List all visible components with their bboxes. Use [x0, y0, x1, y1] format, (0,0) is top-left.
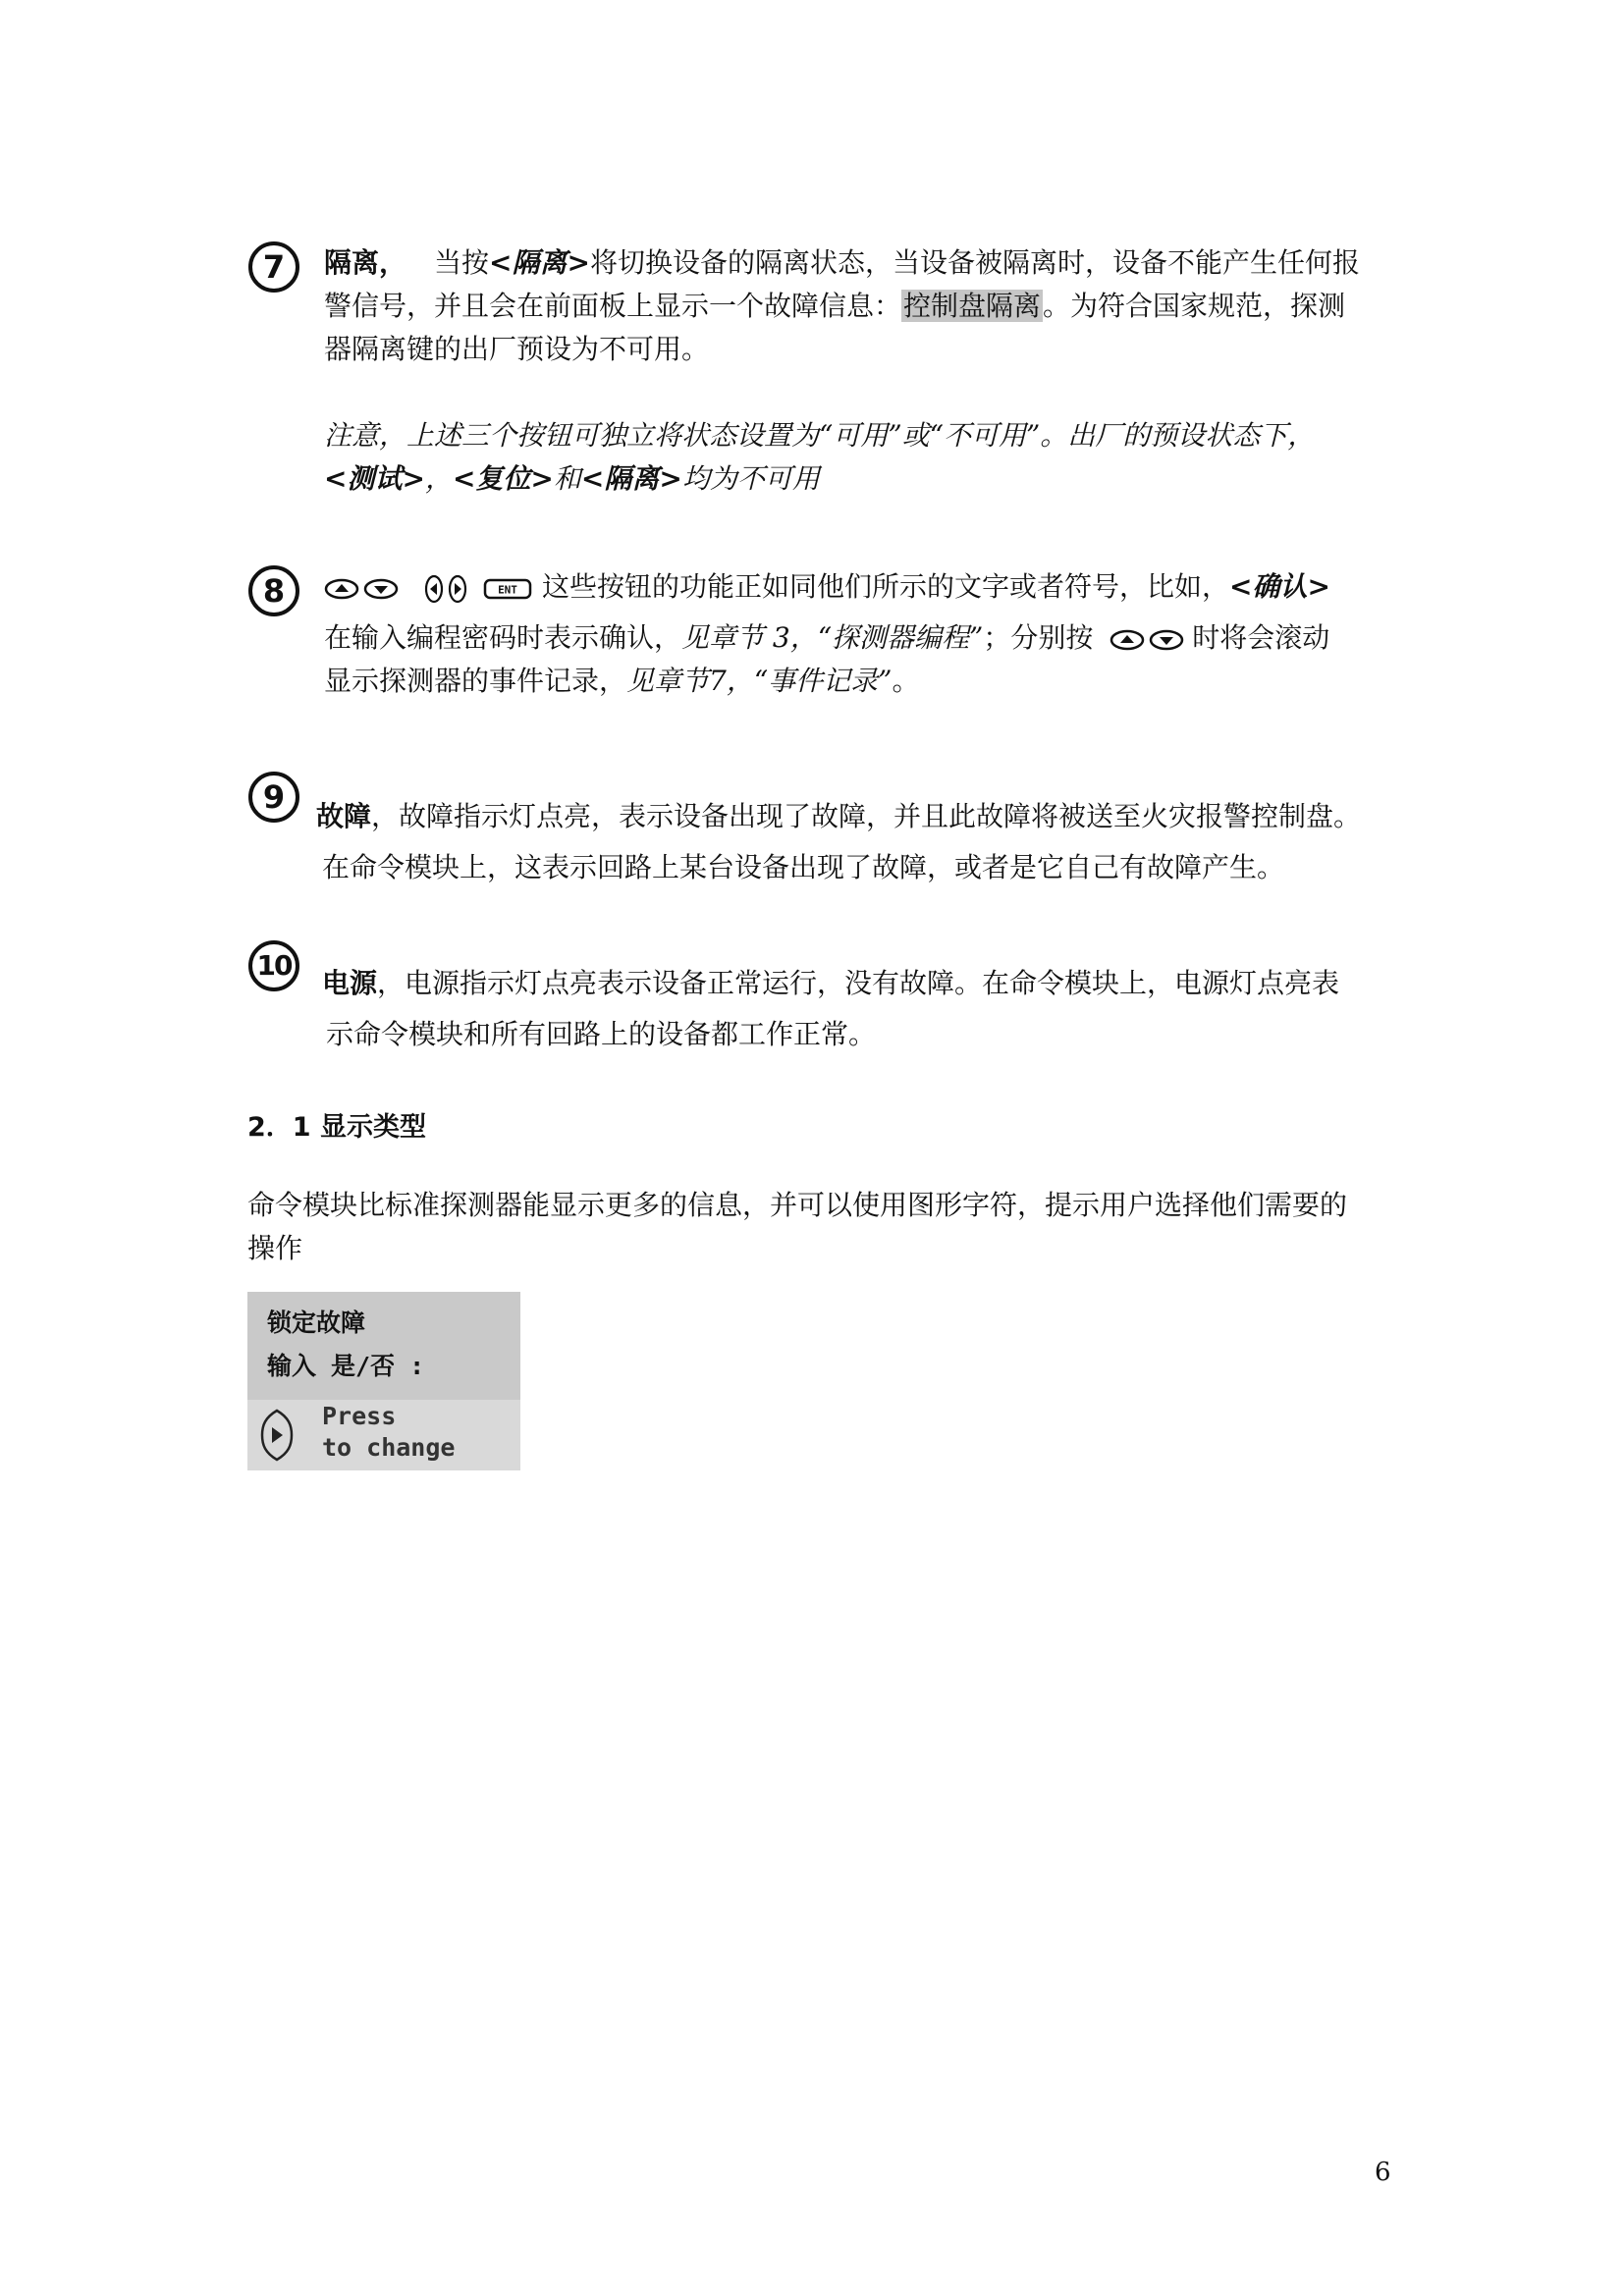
down-arrow-key-icon	[1149, 629, 1184, 651]
scroll-button-icons	[1110, 629, 1184, 651]
panel-isolated-message: 控制盘隔离	[903, 290, 1042, 322]
left-arrow-key-icon	[424, 574, 444, 604]
note-paragraph: 注意，上述三个按钮可独立将状态设置为“可用”或“不可用”。出厂的预设状态下， <测试>，<复位>和<隔离>均为不可用	[324, 419, 1316, 495]
item-10-number-badge: 10	[248, 940, 299, 991]
isolate-key-ref: <隔离>	[580, 462, 682, 495]
lcd-prompt-area	[247, 1400, 520, 1470]
up-arrow-key-icon	[324, 578, 359, 600]
item-9-paragraph: 故障，故障指示灯点亮，表示设备出现了故障，并且此故障将被送至火灾报警控制盘。 在命令模块上，这表示回路上某台设备出现了故障，或者是它自己有故障产生。	[316, 800, 1362, 883]
confirm-key-ref: <确认>	[1229, 570, 1330, 603]
lcd-press-label: Press	[322, 1402, 397, 1430]
lcd-display	[247, 1292, 520, 1470]
chapter-3-ref: 见章节 3，“探测器编程”	[681, 621, 984, 654]
isolate-key-ref: <隔离>	[489, 246, 590, 279]
item-10-title: 电源	[322, 967, 378, 999]
test-key-ref: <测试>	[324, 462, 425, 495]
item-9-number-badge: 9	[248, 772, 299, 823]
item-7-title: 隔离，	[324, 246, 407, 279]
svg-text:ENT: ENT	[498, 583, 517, 596]
section-heading: 2．1 显示类型	[247, 1112, 426, 1143]
section-paragraph: 命令模块比标准探测器能显示更多的信息，并可以使用图形字符，提示用户选择他们需要的 操作	[247, 1189, 1348, 1264]
chapter-7-ref: 见章节7，“事件记录”	[626, 665, 893, 697]
reset-key-ref: <复位>	[452, 462, 554, 495]
item-10-paragraph: 电源，电源指示灯点亮表示设备正常运行，没有故障。在命令模块上，电源灯点亮表 示命令模块和所有回路上的设备都工作正常。	[322, 967, 1340, 1050]
down-arrow-key-icon	[363, 578, 399, 600]
enter-key-icon	[483, 577, 532, 601]
button-icons	[324, 574, 532, 604]
item-8-paragraph: ENT 这些按钮的功能正如同他们所示的文字或者符号，比如，<确认> 在输入编程密码时表示确认，见章节 3，“探测器编程”；分别按 时将会滚动 显示探测器的事件记录，见章节7，“事件记录”。	[324, 570, 1330, 697]
item-7-paragraph: 隔离， 当按<隔离>将切换设备的隔离状态，当设备被隔离时，设备不能产生任何报 警信号，并且会在前面板上显示一个故障信息：控制盘隔离。为符合国家规范，探测 器隔离键的出厂预设为不可用。	[324, 246, 1360, 365]
lcd-to-change-label: to change	[322, 1433, 456, 1462]
up-arrow-key-icon	[1110, 629, 1145, 651]
item-8-number-badge: 8	[248, 565, 299, 616]
right-arrow-key-icon	[259, 1408, 295, 1463]
page-number: 6	[1375, 2158, 1391, 2187]
right-arrow-key-icon	[448, 574, 467, 604]
lcd-line-1: 锁定故障	[267, 1308, 366, 1337]
item-9-title: 故障	[316, 800, 372, 832]
lcd-line-2: 输入 是/否 :	[267, 1352, 425, 1380]
item-7-number-badge: 7	[248, 241, 299, 293]
